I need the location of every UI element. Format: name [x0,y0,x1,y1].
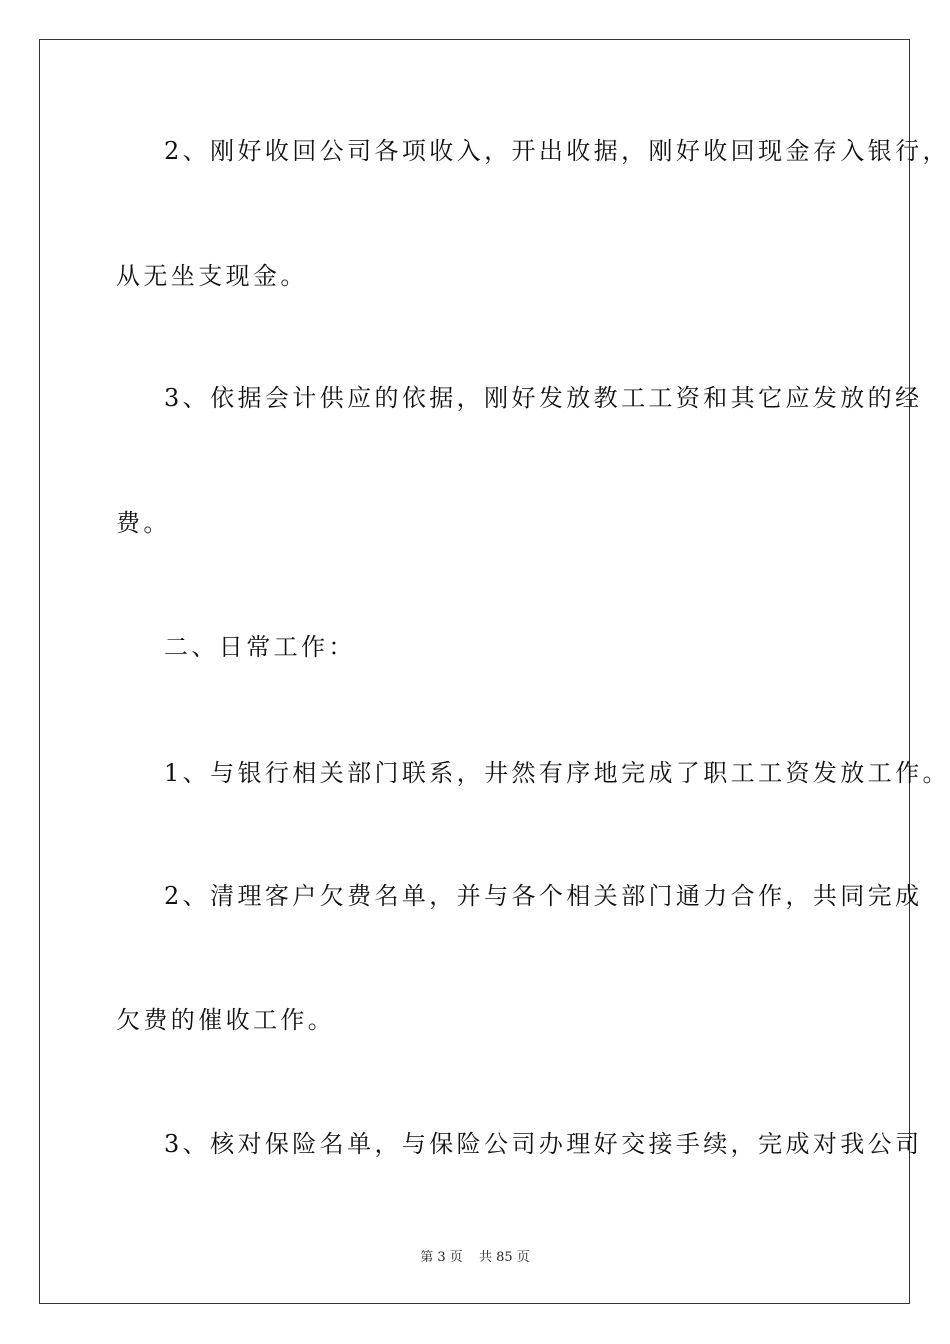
paragraph-line-7: 2、清理客户欠费名单，并与各个相关部门通力合作，共同完成 [164,882,923,910]
paragraph-line-9: 3、核对保险名单，与保险公司办理好交接手续，完成对我公司 [164,1130,923,1158]
paragraph-line-1: 2、刚好收回公司各项收入，开出收据，刚好收回现金存入银行， [164,137,950,165]
section-heading: 二、日常工作： [164,633,356,661]
page-number: 第 3 页 [420,1250,463,1265]
page-footer [0,1246,950,1265]
paragraph-line-8: 欠费的催收工作。 [116,1006,336,1034]
page-total: 共 85 页 [478,1250,530,1265]
page-border [39,39,910,1304]
paragraph-line-2: 从无坐支现金。 [116,262,308,290]
paragraph-line-4: 费。 [116,509,171,537]
paragraph-line-6: 1、与银行相关部门联系，井然有序地完成了职工工资发放工作。 [164,759,950,787]
paragraph-line-3: 3、依据会计供应的依据，刚好发放教工工资和其它应发放的经 [164,384,923,412]
